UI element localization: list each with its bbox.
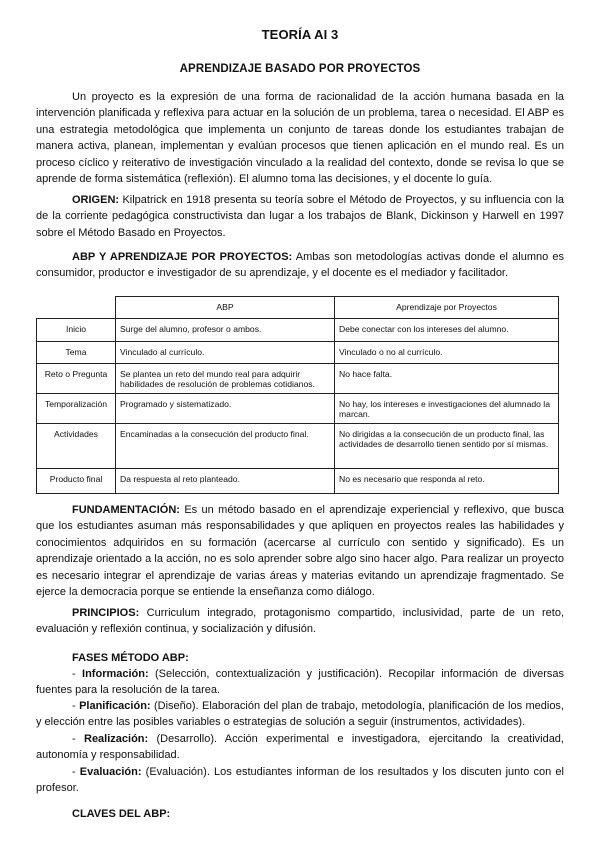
table-row [37,318,559,341]
bullet-dash: - [72,766,80,778]
row-abp: Se plantea un reto del mundo real para adquirir habilidades de resolución de problemas cotidianos. [116,363,335,393]
fase-text: (Evaluación). Los estudiantes informan de los resultados y los discuten junto con el profesor. [36,766,564,795]
bullet-dash: - [72,668,83,680]
fase-label: Planificación: [79,700,151,712]
bullet-dash: - [72,733,84,745]
row-ap: No dirigidas a la consecución de un producto final, las actividades de desarrollo tienen sentido por sí mismas. [335,423,559,468]
fase-text: (Desarrollo). Acción experimental e investigadora, ejercitando la creatividad, autonomía y responsabilidad. [36,733,564,762]
fases-heading-text: FASES MÉTODO ABP: [72,652,189,664]
fundamentacion-paragraph [36,502,564,600]
abp-vs-text: Ambas son metodologías activas donde el alumno es consumidor, productor e investigador de su aprendizaje, y el docente es el mediador y facilitador. [36,251,564,280]
principios-label: PRINCIPIOS: [72,607,140,619]
table-row [37,468,559,493]
fase-text: (Selección, contextualización y justificación). Recopilar información de diversas fuentes para la resolución de la tarea. [36,668,564,697]
fase-item [36,731,564,764]
fase-label: Evaluación: [79,766,142,778]
fundamentacion-label: FUNDAMENTACIÓN: [72,504,180,516]
table-header-blank [37,297,116,319]
row-ap: No es necesario que responda al reto. [335,468,559,493]
row-ap: No hay, los intereses e investigaciones del alumnado la marcan. [335,393,559,423]
table-row [37,341,559,363]
row-abp: Vinculado al currículo. [116,341,335,363]
row-abp: Encaminadas a la consecución del producto final. [116,423,335,468]
principios-text: Curriculum integrado, protagonismo compartido, inclusividad, parte de un reto, evaluación y reflexión continua, y socialización y difusión. [36,607,564,636]
fundamentacion-text: Es un método basado en el aprendizaje experiencial y reflexivo, que busca que los estudiantes asuman más responsabilidades y que apliquen en proyectos reales las habilidades y conocimientos adquiridos en su formación (acercarse al currículo con sentido y significado). Es un aprendizaje orientado a la acción, no es solo aprender sobre algo sino hacer algo. Para realizar un proyecto es necesario integrar el aprendizaje de varias áreas y materias evitando un aprendizaje fragmentado. Se ejerce la democracia porque se entiende la enseñanza como diálogo. [36,504,564,599]
claves-heading [36,806,564,822]
row-abp: Programado y sistematizado. [116,393,335,423]
row-label: Producto final [37,468,116,493]
table-header-ap: Aprendizaje por Proyectos [335,297,559,319]
table-row [37,363,559,393]
row-label: Reto o Pregunta [37,363,116,393]
table-header-row [37,297,559,319]
abp-vs-paragraph [36,249,564,282]
origen-paragraph [36,192,564,241]
origen-label: ORIGEN: [72,194,120,206]
comparison-table [36,296,559,494]
row-ap: Vinculado o no al currículo. [335,341,559,363]
fase-item [36,698,564,731]
origen-text: Kilpatrick en 1918 presenta su teoría sobre el Método de Proyectos, y su influencia con la de la corriente pedagógica constructivista dan lugar a los trabajos de Blank, Dickinson y Harwell en 1997 sobre el Método Basado en Proyectos. [36,194,564,239]
row-abp: Surge del alumno, profesor o ambos. [116,318,335,341]
row-ap: No hace falta. [335,363,559,393]
fase-text: (Diseño). Elaboración del plan de trabajo, metodología, planificación de los medios, y elección entre las posibles variables o estrategias de solución a seguir (instrumentos, actividades). [36,700,564,729]
principios-paragraph [36,605,564,638]
fase-label: Información: [82,668,149,680]
row-label: Tema [37,341,116,363]
row-abp: Da respuesta al reto planteado. [116,468,335,493]
intro-paragraph: Un proyecto es la expresión de una forma de racionalidad de la acción humana basada en la intervención planificada y reflexiva para actuar en la solución de un problema, tarea o necesidad. El ABP es una estrategia metodológica que implementa un conjunto de tareas donde los estudiantes trabajan de manera activa, planean, implementan y evalúan procesos que tienen aplicación en el mundo real. Es un proceso cíclico y reiterativo de investigación vinculado a la realidad del contexto, donde se revisa lo que se aprende de forma sistemática (reflexión). El alumno toma las decisiones, y el docente lo guía. [36,91,564,186]
fase-item [36,666,564,699]
row-label: Inicio [37,318,116,341]
abp-vs-label: ABP Y APRENDIZAJE POR PROYECTOS: [72,251,293,263]
document-title: TEORÍA AI 3 [261,27,339,42]
claves-heading-text: CLAVES DEL ABP: [72,808,171,820]
fases-heading [36,650,564,666]
row-label: Temporalización [37,393,116,423]
fase-item [36,764,564,797]
row-label: Actividades [37,423,116,468]
table-row [37,393,559,423]
row-ap: Debe conectar con los intereses del alumno. [335,318,559,341]
table-header-abp: ABP [116,297,335,319]
fase-label: Realización: [84,733,149,745]
document-subtitle: APRENDIZAJE BASADO POR PROYECTOS [179,63,421,75]
table-row [37,423,559,468]
bullet-dash: - [72,700,80,712]
